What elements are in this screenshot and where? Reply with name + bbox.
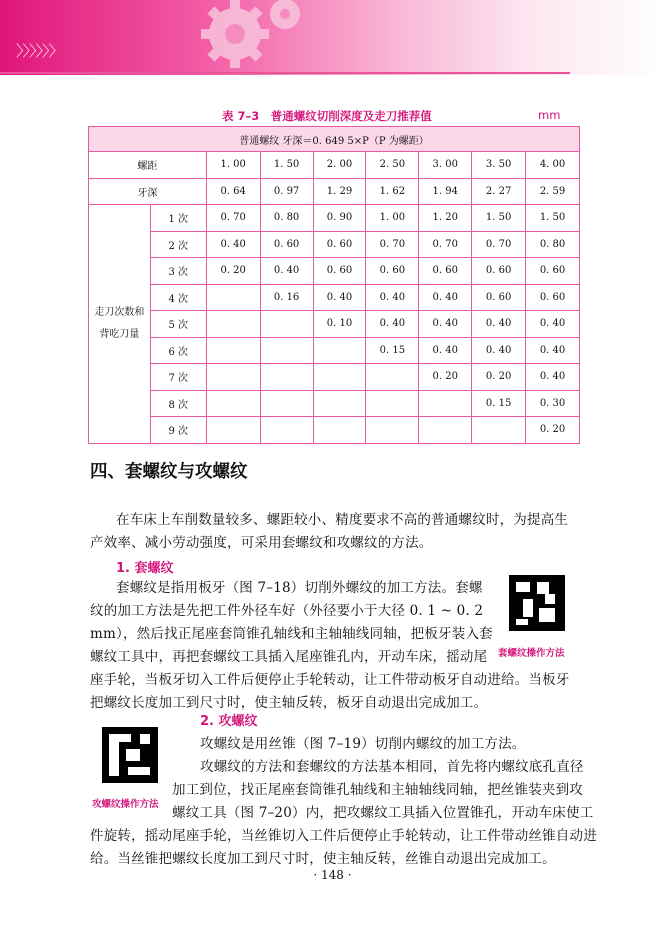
depth-cell: 1. 94 <box>419 178 472 205</box>
depth-cell: 2. 59 <box>526 178 580 205</box>
pass-cell: 0. 40 <box>472 337 526 364</box>
pass-cell: 0. 60 <box>313 231 366 258</box>
qr-label-tap-method: 攻螺纹操作方法 <box>92 799 159 810</box>
pass-cell: 0. 60 <box>419 258 472 285</box>
table-caption <box>0 108 665 124</box>
pass-cell <box>366 390 419 417</box>
table-unit: mm <box>538 108 561 122</box>
pass-row <box>89 417 580 444</box>
page-number: · 148 · <box>313 868 352 882</box>
pass-cell: 0. 40 <box>313 284 366 311</box>
pass-cell: 0. 60 <box>366 258 419 285</box>
pass-cell <box>260 364 313 391</box>
pass-cell: 0. 40 <box>526 337 580 364</box>
pass-label: 4 次 <box>150 284 206 311</box>
pass-cell: 0. 40 <box>366 284 419 311</box>
pitch-cell: 2. 50 <box>366 152 419 179</box>
formula-cell: 普通螺纹 牙深＝0. 649 5×P（P 为螺距） <box>89 127 580 152</box>
pass-cell: 0. 20 <box>526 417 580 444</box>
section-heading: 四、套螺纹与攻螺纹 <box>90 462 248 482</box>
depth-row <box>89 178 580 205</box>
paragraph-line: 给。当丝锥把螺纹长度加工到尺寸时，使主轴反转，丝锥自动退出完成加工。 <box>90 851 556 867</box>
pass-row <box>89 337 580 364</box>
pass-cell <box>366 364 419 391</box>
pass-group-label <box>89 205 151 444</box>
pass-cell <box>366 417 419 444</box>
pass-row <box>89 364 580 391</box>
depth-cell: 2. 27 <box>472 178 526 205</box>
pass-cell: 0. 60 <box>472 284 526 311</box>
pass-row <box>89 231 580 258</box>
pass-cell: 1. 20 <box>419 205 472 232</box>
pass-cell: 0. 40 <box>526 364 580 391</box>
pass-cell <box>260 390 313 417</box>
pass-cell: 0. 70 <box>206 205 260 232</box>
table-title: 表 7–3 普通螺纹切削深度及走刀推荐值 <box>222 109 432 123</box>
pass-cell: 0. 16 <box>260 284 313 311</box>
depth-cell: 0. 64 <box>206 178 260 205</box>
pitch-cell: 2. 00 <box>313 152 366 179</box>
pass-row <box>89 284 580 311</box>
pass-cell: 0. 70 <box>419 231 472 258</box>
pass-row <box>89 258 580 285</box>
intro-line: 在车床上车削数量较多、螺距较小、精度要求不高的普通螺纹时，为提高生 <box>116 512 569 528</box>
pitch-label: 螺距 <box>89 152 207 179</box>
group-label-line: 走刀次数和 <box>94 306 145 318</box>
pass-label: 8 次 <box>150 390 206 417</box>
pass-cell: 0. 60 <box>313 258 366 285</box>
pass-label: 3 次 <box>150 258 206 285</box>
pitch-cell: 1. 50 <box>260 152 313 179</box>
thread-cutting-table <box>88 126 580 444</box>
pass-label: 2 次 <box>150 231 206 258</box>
pass-cell: 0. 30 <box>526 390 580 417</box>
pass-label: 5 次 <box>150 311 206 338</box>
pass-label: 6 次 <box>150 337 206 364</box>
pitch-cell: 3. 00 <box>419 152 472 179</box>
pass-label: 9 次 <box>150 417 206 444</box>
pass-label: 7 次 <box>150 364 206 391</box>
paragraph-line: 攻螺纹是用丝锥（图 7–19）切削内螺纹的加工方法。 <box>200 736 526 752</box>
pass-cell: 0. 40 <box>366 311 419 338</box>
pass-cell: 0. 40 <box>260 258 313 285</box>
pass-row <box>89 205 580 232</box>
paragraph-line: 螺纹工具（图 7–20）内，把攻螺纹工具插入位置锥孔，开动车床使工 <box>172 805 594 821</box>
pass-cell <box>206 417 260 444</box>
pitch-cell: 1. 00 <box>206 152 260 179</box>
pass-cell <box>260 337 313 364</box>
pass-cell <box>260 311 313 338</box>
pass-cell: 0. 60 <box>260 231 313 258</box>
pass-cell: 1. 00 <box>366 205 419 232</box>
pass-cell: 0. 90 <box>313 205 366 232</box>
paragraph-line: 座手轮，当板牙切入工件后便停止手轮转动，让工件带动板牙自动进给。当板牙 <box>90 672 570 688</box>
pass-cell: 0. 70 <box>472 231 526 258</box>
pitch-cell: 3. 50 <box>472 152 526 179</box>
pass-label: 1 次 <box>150 205 206 232</box>
pass-cell <box>419 390 472 417</box>
pass-cell <box>260 417 313 444</box>
pass-cell: 0. 40 <box>419 337 472 364</box>
paragraph-line: 纹的加工方法是先把工件外径车好（外径要小于大径 0. 1 ~ 0. 2 <box>90 603 484 619</box>
depth-label: 牙深 <box>89 178 207 205</box>
subsection-heading-tap: 2. 攻螺纹 <box>200 714 258 729</box>
pass-row <box>89 311 580 338</box>
table-formula-row <box>89 127 580 152</box>
pass-cell <box>419 417 472 444</box>
paragraph-line: 加工到位，找正尾座套筒锥孔轴线和主轴轴线同轴，把丝锥装夹到攻 <box>172 782 583 798</box>
pass-cell <box>206 284 260 311</box>
page-header-band <box>0 0 665 75</box>
pass-cell: 1. 50 <box>526 205 580 232</box>
pass-cell: 0. 40 <box>472 311 526 338</box>
paragraph-line: 件旋转，摇动尾座手轮，当丝锥切入工件后便停止手轮转动，让工件带动丝锥自动进 <box>90 828 597 844</box>
paragraph-line: mm），然后找正尾座套筒锥孔轴线和主轴轴线同轴，把板牙装入套 <box>90 626 493 642</box>
depth-cell: 0. 97 <box>260 178 313 205</box>
gear-decoration-icon <box>190 0 340 75</box>
depth-cell: 1. 62 <box>366 178 419 205</box>
pass-cell: 0. 80 <box>260 205 313 232</box>
paragraph-line: 套螺纹是指用板牙（图 7–18）切削外螺纹的加工方法。套螺 <box>116 580 483 596</box>
paragraph-line: 螺纹工具中，再把套螺纹工具插入尾座锥孔内，开动车床，摇动尾 <box>90 649 488 665</box>
pass-cell: 0. 10 <box>313 311 366 338</box>
pitch-row <box>89 152 580 179</box>
intro-line: 产效率、减小劳动强度，可采用套螺纹和攻螺纹的方法。 <box>90 535 433 551</box>
pass-cell <box>313 390 366 417</box>
pass-cell: 0. 40 <box>526 311 580 338</box>
pass-cell: 0. 40 <box>419 311 472 338</box>
paragraph-line: 把螺纹长度加工到尺寸时，使主轴反转，板牙自动退出完成加工。 <box>90 695 488 711</box>
pass-cell <box>206 311 260 338</box>
pass-cell: 0. 20 <box>419 364 472 391</box>
header-rule <box>0 72 570 74</box>
pass-cell <box>206 364 260 391</box>
pass-cell: 0. 60 <box>472 258 526 285</box>
pass-cell <box>206 337 260 364</box>
pass-cell: 0. 15 <box>472 390 526 417</box>
pass-row <box>89 390 580 417</box>
pass-cell: 0. 60 <box>526 258 580 285</box>
pass-cell <box>313 337 366 364</box>
pass-cell: 0. 15 <box>366 337 419 364</box>
qr-label-die-method: 套螺纹操作方法 <box>498 648 565 659</box>
depth-cell: 1. 29 <box>313 178 366 205</box>
pass-cell <box>313 364 366 391</box>
pass-cell: 0. 20 <box>206 258 260 285</box>
pass-cell: 0. 70 <box>366 231 419 258</box>
paragraph-line: 攻螺纹的方法和套螺纹的方法基本相同，首先将内螺纹底孔直径 <box>200 759 584 775</box>
pass-cell <box>206 390 260 417</box>
group-label-line: 背吃刀量 <box>99 328 140 340</box>
pass-cell <box>472 417 526 444</box>
qr-code-icon[interactable] <box>102 727 158 783</box>
pass-cell: 0. 60 <box>526 284 580 311</box>
pass-cell: 0. 40 <box>419 284 472 311</box>
pass-cell: 0. 80 <box>526 231 580 258</box>
qr-code-icon[interactable] <box>509 575 565 631</box>
header-chevrons: 〉〉〉〉〉〉 <box>16 42 63 60</box>
pass-cell: 1. 50 <box>472 205 526 232</box>
subsection-heading-die: 1. 套螺纹 <box>116 561 174 576</box>
pass-cell: 0. 40 <box>206 231 260 258</box>
pass-cell <box>313 417 366 444</box>
pass-cell: 0. 20 <box>472 364 526 391</box>
pitch-cell: 4. 00 <box>526 152 580 179</box>
